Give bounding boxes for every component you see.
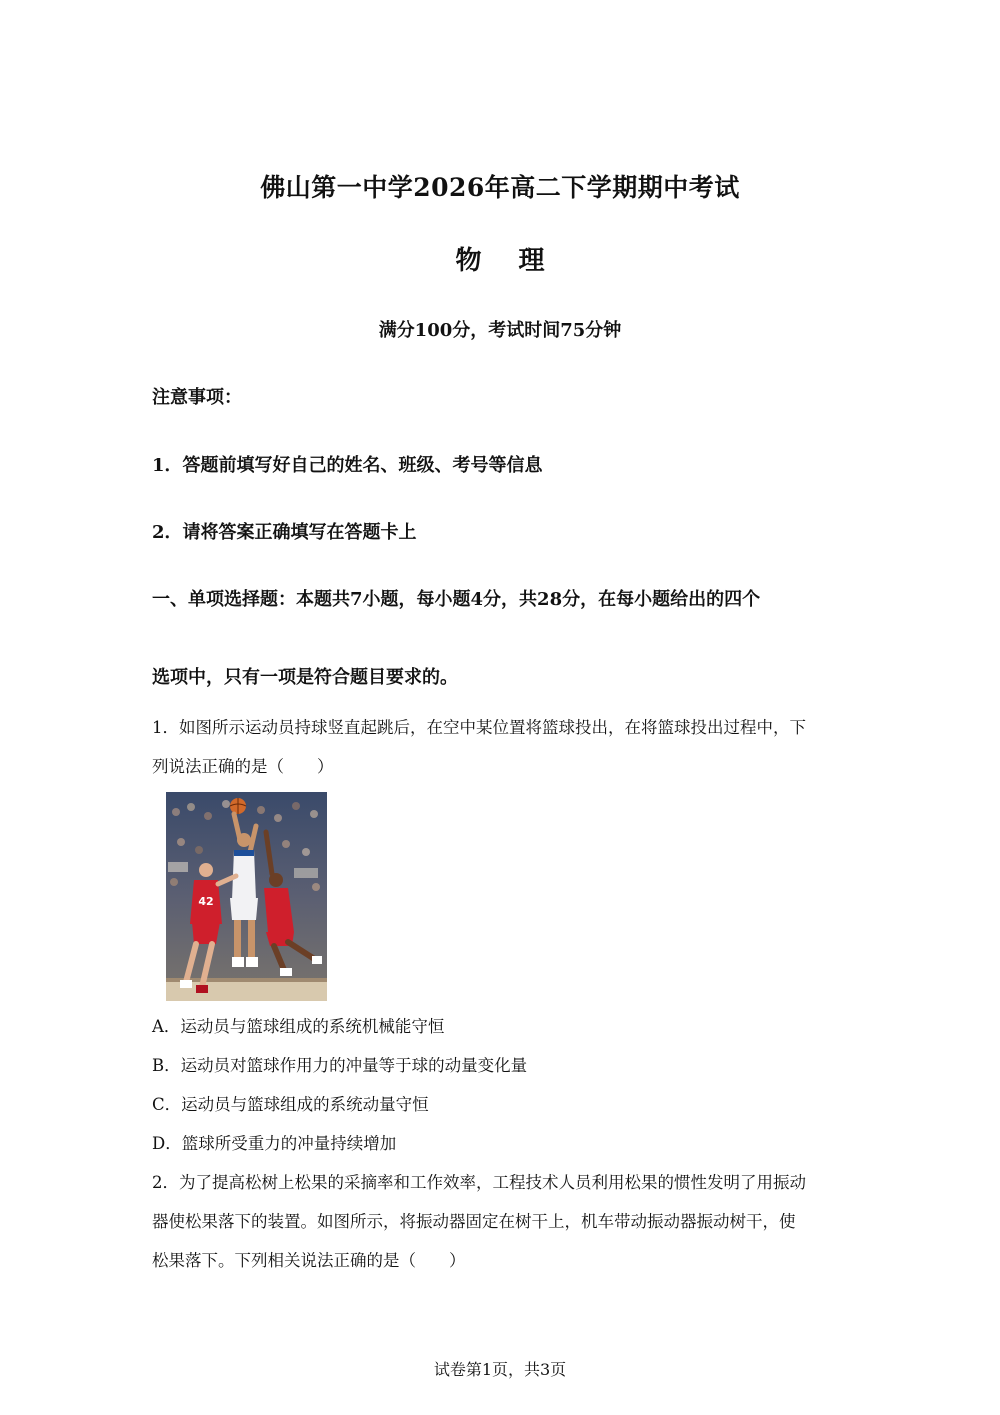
notes-heading: 注意事项： — [152, 387, 242, 408]
section-heading-line1: 一、单项选择题：本题共7小题，每小题4分，共28分，在每小题给出的四个 — [152, 589, 761, 610]
option-c[interactable]: C．运动员与篮球组成的系统动量守恒 — [152, 1095, 429, 1114]
option-d[interactable]: D．篮球所受重力的冲量持续增加 — [152, 1134, 397, 1153]
notes-item-1: 1．答题前填写好自己的姓名、班级、考号等信息 — [152, 455, 543, 476]
page-footer: 试卷第1页，共3页 — [433, 1360, 567, 1379]
jersey-number: 42 — [198, 895, 214, 908]
question-1-stem-line1: 1．如图所示运动员持球竖直起跳后，在空中某位置将篮球投出，在将篮球投出过程中，下 — [152, 718, 806, 737]
option-b[interactable]: B．运动员对篮球作用力的冲量等于球的动量变化量 — [152, 1056, 528, 1075]
exam-title: 佛山第一中学2026年高二下学期期中考试 — [260, 173, 740, 202]
notes-item-2: 2．请将答案正确填写在答题卡上 — [152, 522, 417, 543]
question-1-options — [152, 1007, 852, 1163]
basketball-photo — [166, 792, 327, 1001]
question-2-stem-line3: 松果落下。下列相关说法正确的是（ ） — [152, 1251, 466, 1270]
option-a[interactable]: A．运动员与篮球组成的系统机械能守恒 — [152, 1017, 445, 1036]
question-2-stem — [152, 1163, 852, 1280]
question-1-stem — [152, 708, 852, 786]
question-2-stem-line2: 器使松果落下的装置。如图所示，将振动器固定在树干上，机车带动振动器振动树干，使 — [152, 1212, 796, 1231]
question-2-stem-line1: 2．为了提高松树上松果的采摘率和工作效率，工程技术人员利用松果的惯性发明了用振动 — [152, 1173, 806, 1192]
question-1-stem-line2: 列说法正确的是（ ） — [152, 757, 334, 776]
exam-subject: 物 理 — [455, 246, 559, 276]
exam-info: 满分100分，考试时间75分钟 — [378, 320, 622, 341]
section-heading-line2: 选项中，只有一项是符合题目要求的。 — [152, 667, 458, 688]
